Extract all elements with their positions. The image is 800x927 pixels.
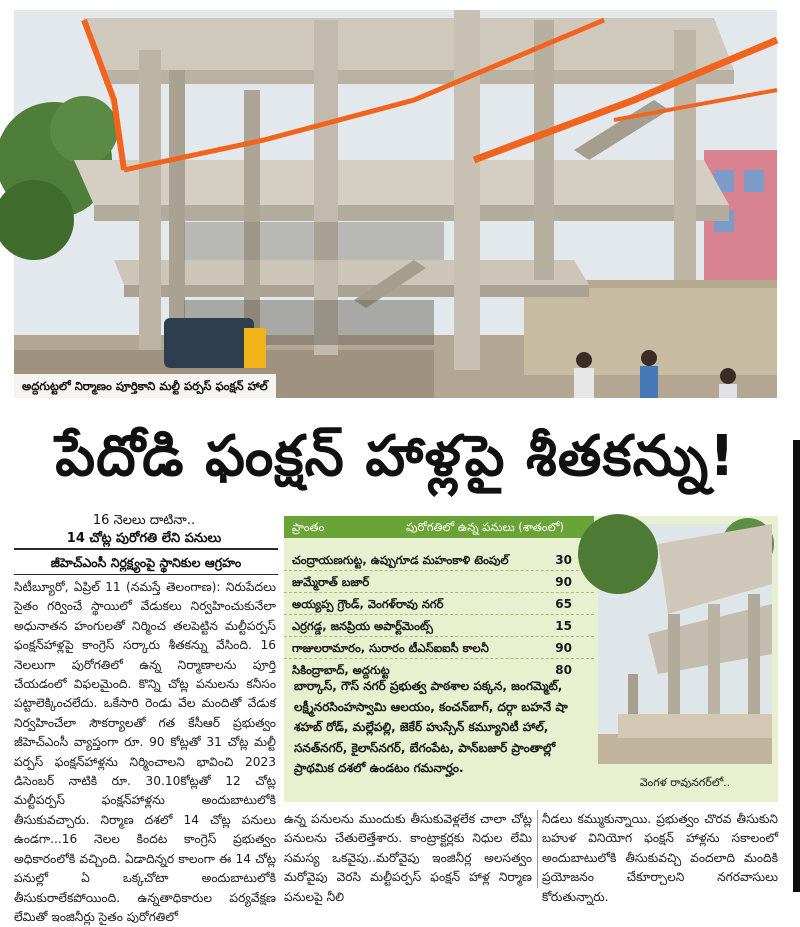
column-header-progress: పురోగతిలో ఉన్న పనులు (శాతంలో): [406, 520, 564, 534]
row-percent: 90: [555, 575, 572, 589]
table-row: [284, 549, 594, 571]
row-percent: 90: [555, 641, 572, 655]
box-note: బార్కాస్‌, గౌస్‌ నగర్‌ ప్రభుత్వ పాఠశాల పక్కన, జంగమ్మెట్‌, లక్ష్మీనరసింహస్వామి ఆలయం, కంచన్‌బాగ్‌, దర్గా బహనే షా శహబ్‌ రోడ్‌, మల్లేపల్లి, జెకేర్‌ హుస్సేన్‌ కమ్యూనిటీ హాల్‌, సనత్‌నగర్‌, కైలాస్‌నగర్‌, బేగంపేట, పాన్‌బజార్‌ ప్రాంతాల్లో ప్రాథమిక దశలో ఉండటం గమనార్హం.: [294, 679, 568, 776]
article-body-middle: ఉన్న పనులను ముందుకు తీసుకువెళ్లలేక చాలా చోట్ల పనులను చేతులెత్తేశారు. కాంట్రాక్టర్లకు నిధుల లేమి సమస్య ఒకవైపు..మరోవైపు ఇంజినీర్ల అలసత్వం మరోవైపు వెరసి మల్టీపర్పస్‌ ఫంక్షన్‌ హాళ్ల నిర్మాణ పనులపై నీలి: [284, 812, 532, 904]
row-percent: 15: [555, 619, 572, 633]
headline: పేదోడి ఫంక్షన్‌ హాళ్లపై శీతకన్ను!: [55, 424, 736, 489]
inset-photo: [598, 524, 772, 764]
row-location: గాజులరామారం, సురారం టీఎస్‌ఐఐసీ కాలనీ: [292, 641, 489, 655]
column-header-location: ప్రాంతం: [292, 520, 325, 534]
table-row: [284, 637, 594, 659]
table-header: [284, 516, 594, 538]
article-body-left: సిటీబ్యూరో, ఏప్రిల్‌ 11 (నమస్తే తెలంగాణ): నిరుపేదలు సైతం గర్వించే స్థాయిలో వేడుకలు నిర్వహించుకునేలా అధునాతన హంగులతో నిర్మించ తలపెట్టిన మల్టీపర్పస్‌ ఫంక్షన్‌హాళ్లపై కాంగ్రెస్‌ సర్కారు శీతకన్ను వేసింది. 16 నెలలుగా పురోగతిలో ఉన్న నిర్మాణాలను పూర్తి చేయడంలో విఫలమైంది. కొన్ని చోట్ల పనులను కనీసం పట్టాలెక్కించలేదు. ఒకేసారి రెండు వేల మందితో వేడుక నిర్వహించేలా సౌకర్యాలతో గత కేసీఆర్‌ ప్రభుత్వం జీహెచ్‌ఎంసీ వ్యాప్తంగా రూ. 90 కోట్లతో 31 చోట్ల మల్టీ పర్పస్‌ ఫంక్షన్‌హాళ్లను నిర్మించాలని భావించి 2023 డిసెంబర్‌ నాటికి రూ. 30.10కోట్లతో 12 చోట్ల మల్టీపర్పస్‌ ఫంక్షన్‌హాళ్లను అందుబాటులోకి తీసుకువచ్చారు. నిర్మాణ దశలో 14 చోట్ల పనులు ఉండగా...16 నెలల కిందట కాంగ్రెస్‌ ప్రభుత్వం అధికారంలోకి వచ్చింది. ఏడాదిన్నర కాలంగా ఈ 14 చోట్ల పనుల్లో ఏ ఒక్కచోటా అందుబాటులోకి తీసుకురాలేకపోయింది. ఉన్నతాధికారుల పర్యవేక్షణ లేమితో ఇంజినీర్లు సైతం పురోగతిలో: [14, 580, 276, 924]
photo-caption: అద్దగుట్టలో నిర్మాణం పూర్తికాని మల్టీ పర్పస్‌ ఫంక్షన్‌ హాల్‌: [14, 374, 276, 398]
page-edge-rule: [793, 440, 800, 892]
inset-construction-illustration: [598, 524, 772, 764]
table-row: [284, 615, 594, 637]
column-divider: [537, 810, 538, 888]
row-location: సికింద్రాబాద్‌, అద్దగుట్ట: [292, 663, 390, 677]
row-percent: 80: [555, 663, 572, 677]
row-percent: 65: [555, 597, 572, 611]
subheading: జీహెచ్‌ఎంసీ నిర్లక్ష్యంపై స్థానికుల ఆగ్రహం: [50, 555, 242, 570]
article-body-right: నీడలు కమ్ముకున్నాయి. ప్రభుత్వం చొరవ తీసుకుని బహుళ వినియోగ ఫంక్షన్‌ హాళ్లను సకాలంలో అందుబాటులోకి తీసుకువచ్చి వందలాది మందికి ప్రయోజనం చేకూర్చాలని నగరవాసులు కోరుతున్నారు.: [542, 812, 778, 904]
row-location: చంద్రాయణగుట్ట, ఉప్పుగూడ మహంకాళి టెంపుల్‌: [292, 553, 509, 567]
divider: [14, 574, 278, 575]
row-location: జుమ్మేరాత్‌ బజార్‌: [292, 575, 370, 589]
table-row: [284, 571, 594, 593]
divider: [14, 548, 278, 550]
kicker-line-2: 14 చోట్ల పురోగతి లేని పనులు: [66, 531, 222, 546]
row-location: అయ్యప్ప గ్రౌండ్‌, వెంగళ్‌రావు నగర్‌: [292, 597, 444, 611]
row-location: ఎర్రగడ్డ, జనప్రియ అపార్ట్‌మెంట్స్‌: [292, 619, 433, 633]
kicker-line-1: 16 నెలలు దాటినా..: [92, 513, 196, 528]
lead-photo: [14, 10, 777, 398]
inset-photo-caption: వెంగళ రావునగర్‌లో..: [639, 776, 731, 789]
construction-photo-illustration: [14, 10, 777, 398]
table-row: [284, 593, 594, 615]
row-percent: 30: [555, 553, 572, 567]
